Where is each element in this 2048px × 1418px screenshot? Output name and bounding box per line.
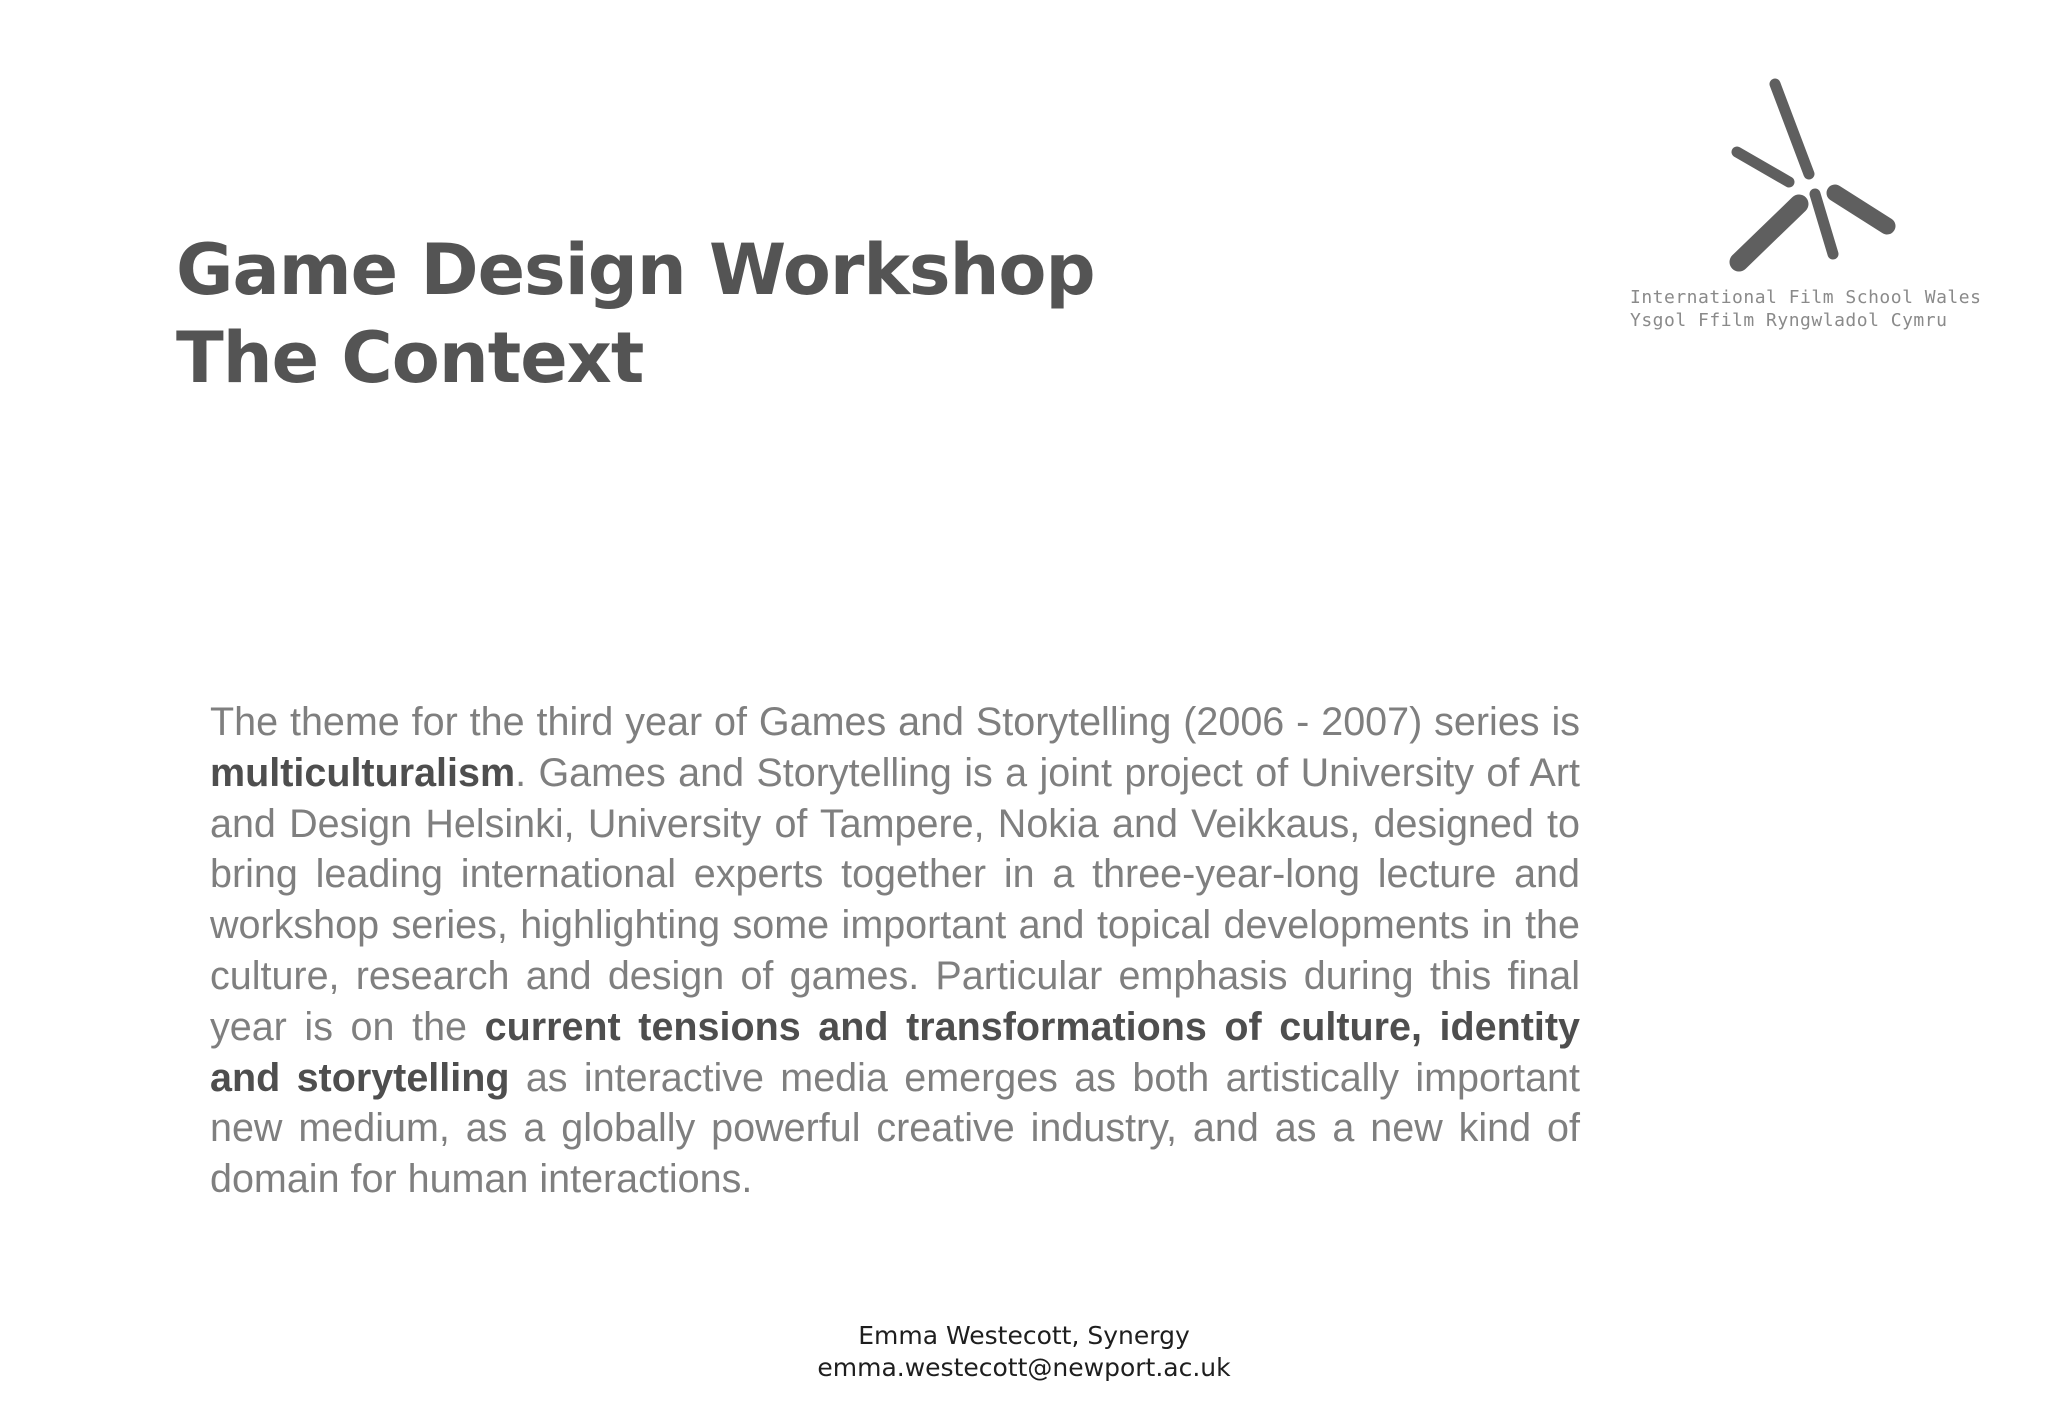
school-logo <box>1630 70 1990 350</box>
page-title: Game Design Workshop <box>176 229 1095 311</box>
ifsw-burst-logo-icon <box>1715 70 1915 280</box>
logo-text-welsh: Ysgol Ffilm Ryngwladol Cymru <box>1630 310 1948 331</box>
footer-email: emma.westecott@newport.ac.uk <box>817 1353 1231 1382</box>
footer-author: Emma Westecott, Synergy <box>858 1321 1190 1350</box>
body-emphasis-multiculturalism: multiculturalism <box>210 750 516 795</box>
title-block <box>176 226 1095 402</box>
body-text-segment: as interactive media emerges as both artistically important new medium, as a globally powerful creative industry, and as a new kind of domain for human interactions. <box>210 1055 1580 1202</box>
body-text-segment: The theme for the third year of Games and Storytelling (2006 - 2007) series is <box>210 700 1580 744</box>
body-text-segment: . Games and Storytelling is a joint project of University of Art and Design Helsinki, University of Tampere, Nokia and Veikkaus, designed to bring leading international experts together in a three-year-long lecture and workshop series, highlighting some important and topical developments in the culture, research and design of games. Particular emphasis during this final year is on the <box>210 750 1580 1049</box>
body-emphasis-tensions: current tensions and transformations of culture, identity and storytelling <box>210 1004 1581 1100</box>
body-paragraph <box>210 697 1580 1205</box>
logo-text-english: International Film School Wales <box>1630 287 1982 308</box>
page-subtitle: The Context <box>176 317 644 399</box>
